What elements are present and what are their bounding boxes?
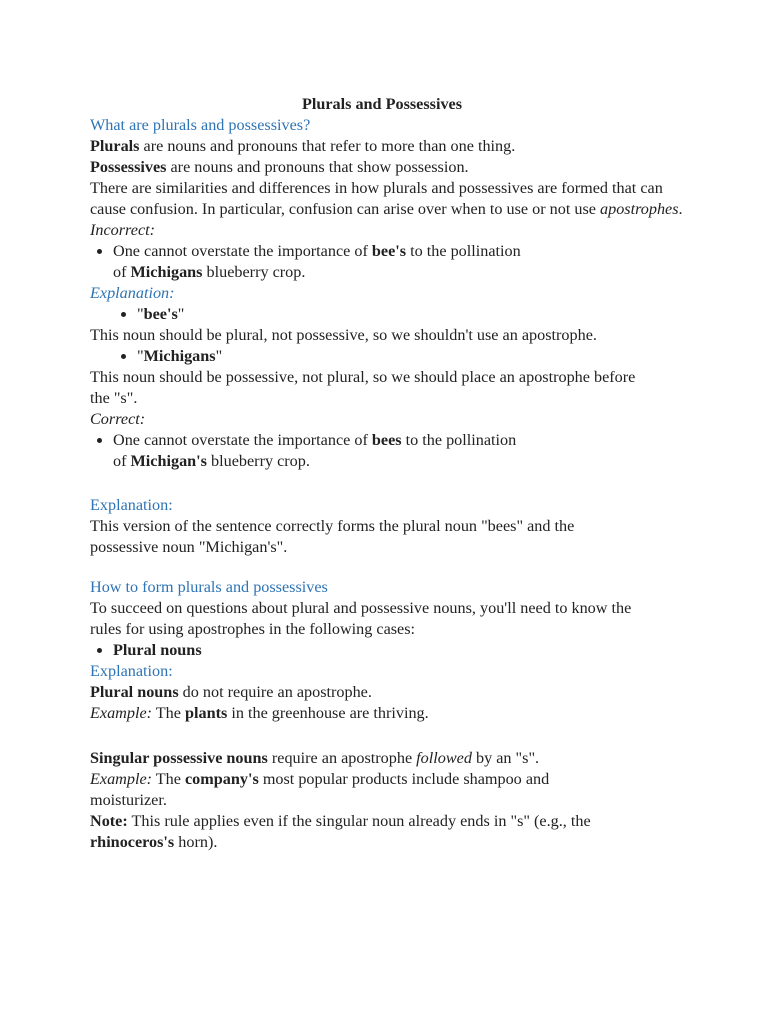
list-item: • "Michigans" <box>137 346 690 367</box>
note-paragraph: Note: This rule applies even if the singular noun already ends in "s" (e.g., the rhinoceros's horn). <box>90 812 591 851</box>
succeed-paragraph: To succeed on questions about plural and possessive nouns, you'll need to know the rules for using apostrophes in the following cases: <box>90 599 632 638</box>
explanation-text-1: This noun should be plural, not possessive, so we shouldn't use an apostrophe. <box>90 326 597 344</box>
plural-nouns-rule: Plural nouns do not require an apostrophe. <box>90 683 372 701</box>
incorrect-label: Incorrect: <box>90 221 156 239</box>
correct-list <box>90 430 690 472</box>
list-item: • Plural nouns <box>113 640 690 661</box>
incorrect-list <box>90 241 690 283</box>
explanation-list-1 <box>90 304 690 325</box>
singular-possessive-rule: Singular possessive nouns require an apostrophe followed by an "s". <box>90 749 540 767</box>
explanation-heading-3: Explanation: <box>90 662 173 680</box>
possessives-definition: Possessives are nouns and pronouns that show possession. <box>90 158 469 176</box>
explanation-text-2: This noun should be possessive, not plural, so we should place an apostrophe before the "s". <box>90 368 636 407</box>
explanation-heading: Explanation: <box>90 284 175 302</box>
list-item: • One cannot overstate the importance of bees to the pollination of Michigan's blueberry crop. <box>113 430 690 472</box>
correct-label: Correct: <box>90 410 146 428</box>
explanation-heading-2: Explanation: <box>90 496 173 514</box>
similarities-paragraph: There are similarities and differences in how plurals and possessives are formed that can cause confusion. In particular, confusion can arise over when to use or not use apostrophes. <box>90 179 683 218</box>
plurals-definition: Plurals are nouns and pronouns that refer to more than one thing. <box>90 137 516 155</box>
section-heading-how: How to form plurals and possessives <box>90 578 328 596</box>
example-plural: Example: The plants in the greenhouse are thriving. <box>90 704 429 722</box>
cases-list <box>90 640 690 661</box>
explanation-list-2 <box>90 346 690 367</box>
section-heading-what: What are plurals and possessives? <box>90 116 311 134</box>
term-plurals: Plurals <box>90 137 140 155</box>
page-title: Plurals and Possessives <box>301 95 463 113</box>
list-item: • "bee's" <box>137 304 690 325</box>
example-singular-possessive: Example: The company's most popular products include shampoo and moisturizer. <box>90 770 550 809</box>
document-body <box>90 94 690 853</box>
list-item: • One cannot overstate the importance of bee's to the pollination of Michigans blueberry crop. <box>113 241 690 283</box>
explanation-text-3: This version of the sentence correctly forms the plural noun "bees" and the possessive noun "Michigan's". <box>90 517 575 556</box>
term-possessives: Possessives <box>90 158 167 176</box>
